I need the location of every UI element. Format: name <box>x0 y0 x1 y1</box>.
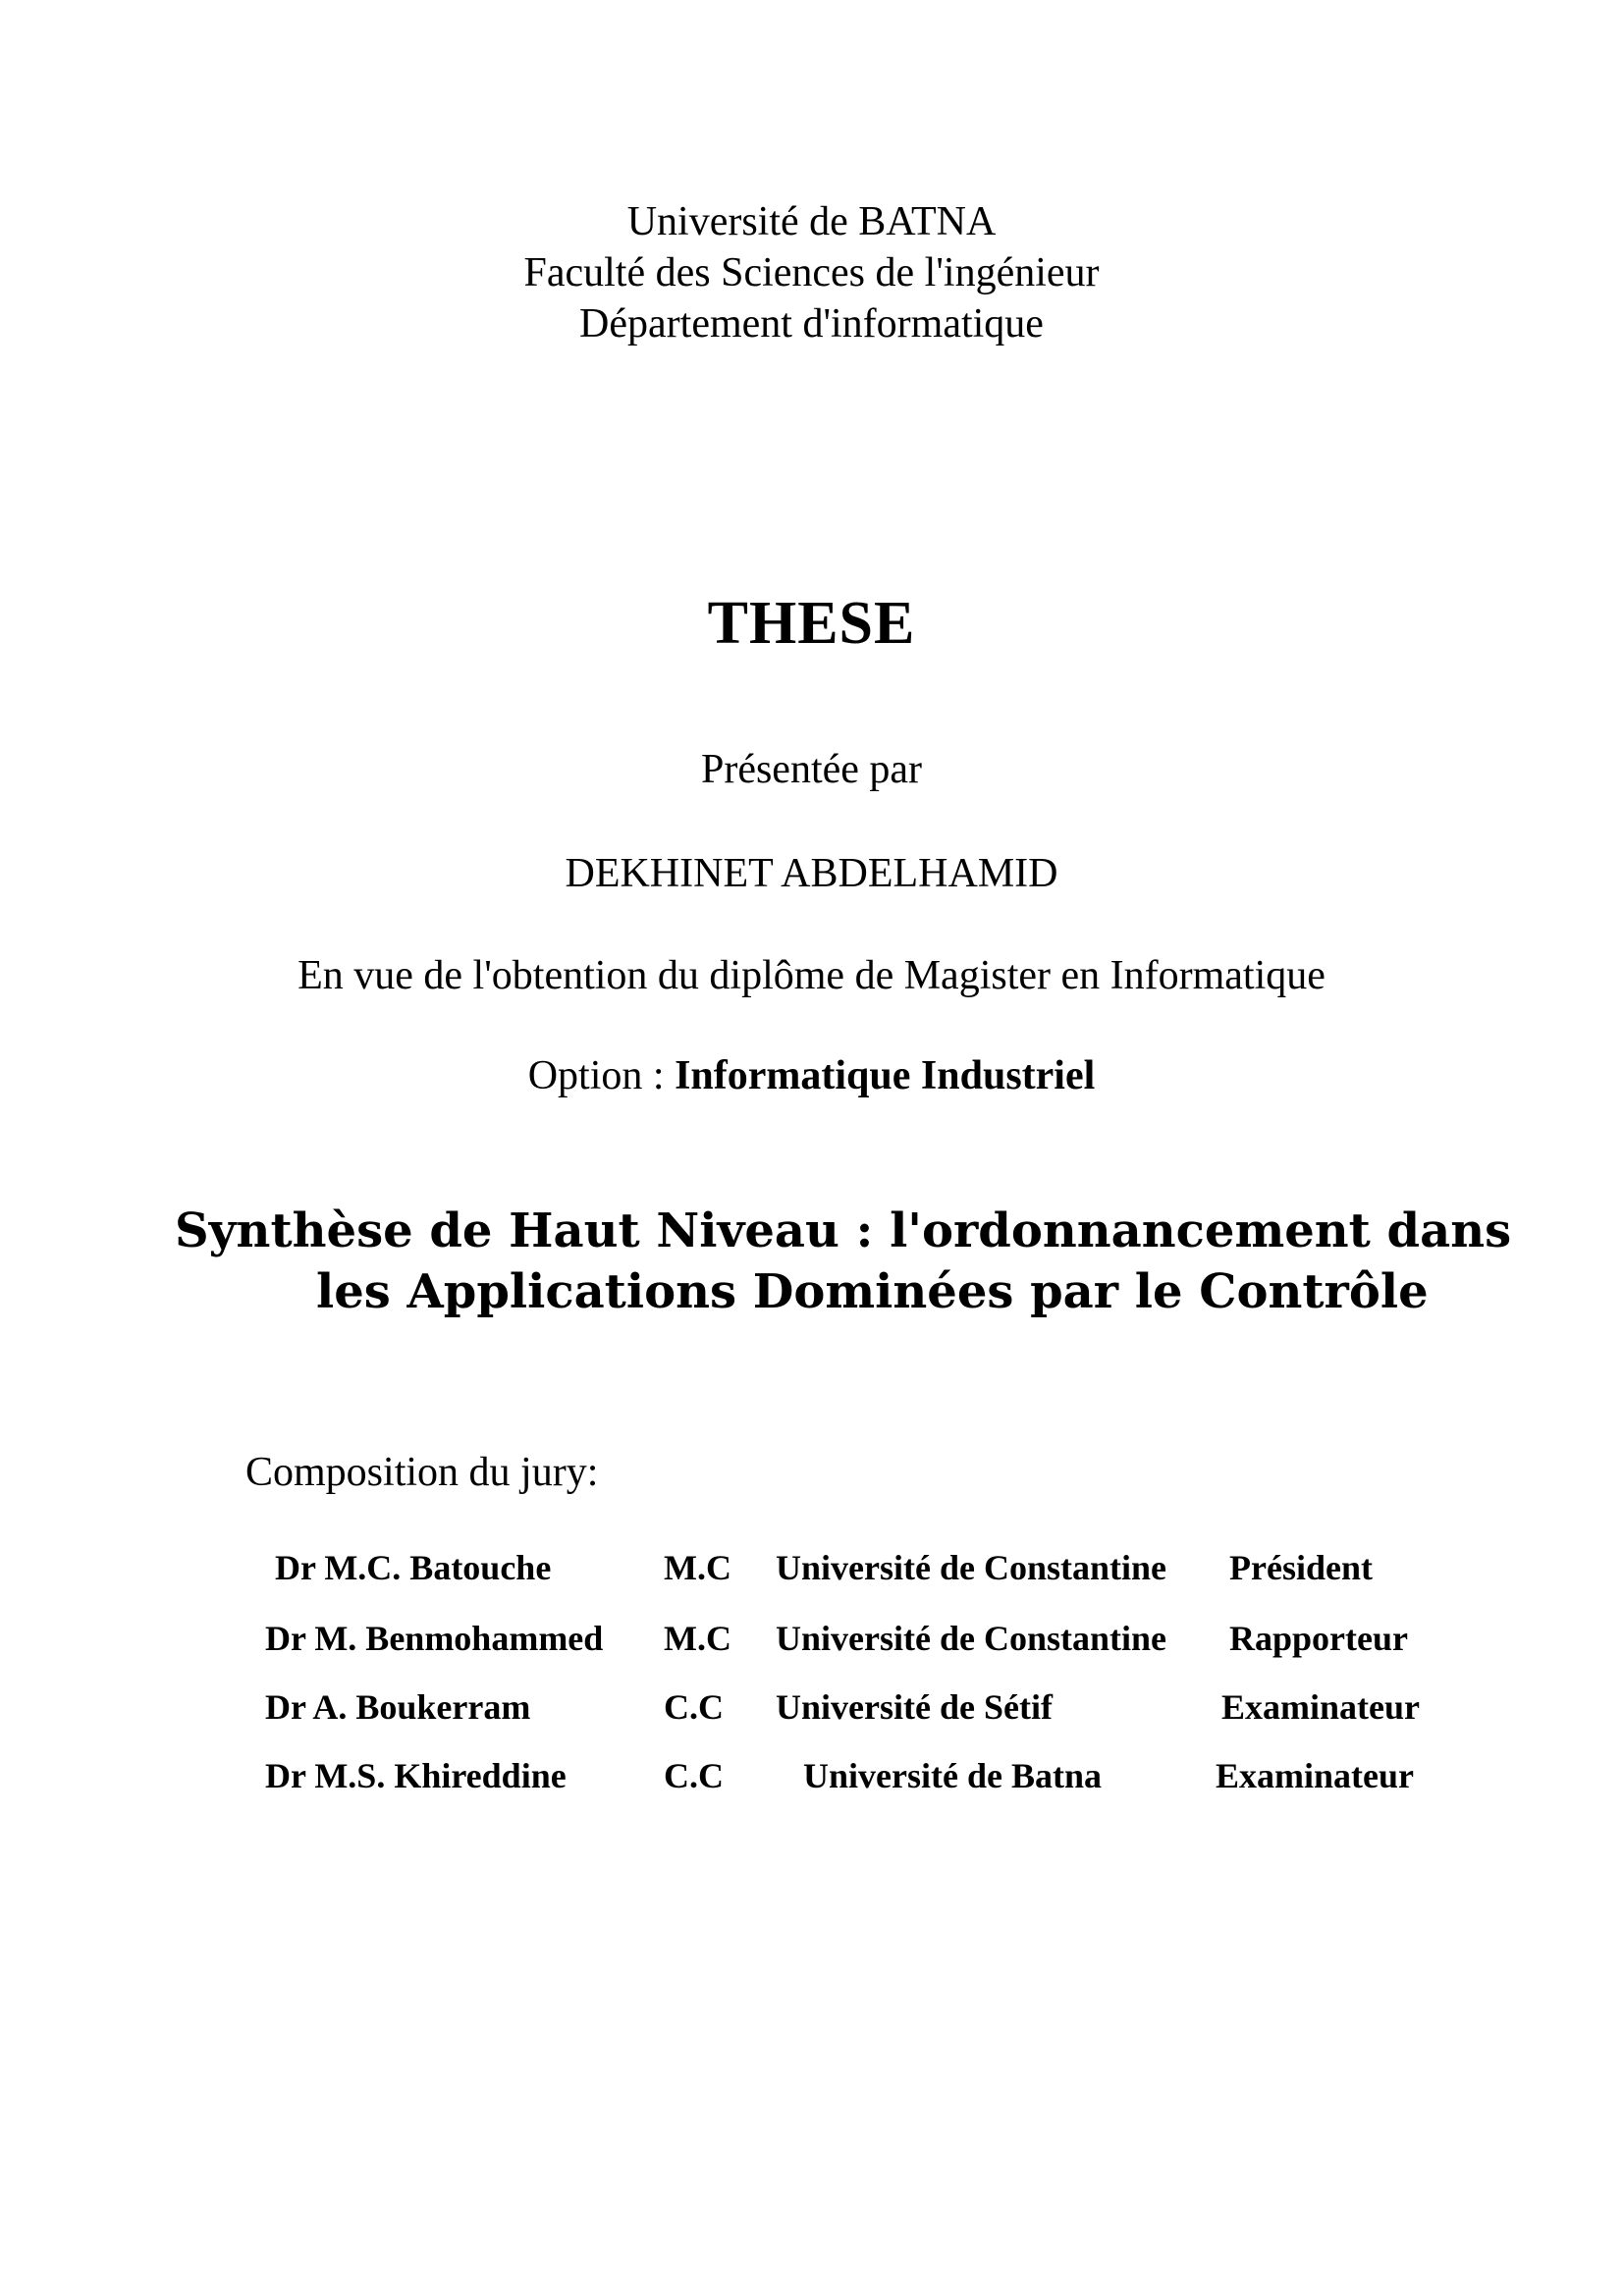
jury-member-grade: C.C <box>664 1687 724 1727</box>
thesis-label: THESE <box>707 590 916 657</box>
jury-member-institution: Université de Constantine <box>776 1619 1166 1658</box>
presented-by-label: Présentée par <box>700 747 923 792</box>
thesis-title-line-1: Synthèse de Haut Niveau : l'ordonnancement dans <box>175 1203 1512 1258</box>
jury-member-grade: M.C <box>664 1619 731 1658</box>
jury-member-name: Dr M. Benmohammed <box>265 1619 604 1658</box>
jury-member-role: Examinateur <box>1221 1687 1420 1727</box>
author-name: DEKHINET ABDELHAMID <box>565 851 1058 896</box>
jury-member-name: Dr M.C. Batouche <box>275 1548 552 1587</box>
faculty-name: Faculté des Sciences de l'ingénieur <box>523 250 1100 295</box>
jury-member-institution: Université de Sétif <box>776 1687 1053 1727</box>
option-value: Informatique Industriel <box>675 1053 1096 1098</box>
jury-member-role: Président <box>1229 1548 1373 1587</box>
jury-member-role: Examinateur <box>1216 1756 1414 1795</box>
jury-member-name: Dr M.S. Khireddine <box>265 1756 567 1795</box>
thesis-title-line-2: les Applications Dominées par le Contrôle <box>316 1264 1429 1319</box>
jury-member-grade: M.C <box>664 1548 731 1587</box>
option-line <box>0 1052 1623 1099</box>
jury-heading: Composition du jury: <box>245 1450 599 1495</box>
jury-member-name: Dr A. Boukerram <box>265 1687 531 1727</box>
jury-member-grade: C.C <box>664 1756 724 1795</box>
jury-member-role: Rapporteur <box>1229 1619 1408 1658</box>
jury-member-institution: Université de Constantine <box>776 1548 1166 1587</box>
department-name: Département d'informatique <box>579 301 1044 347</box>
university-name: Université de BATNA <box>626 199 997 244</box>
option-label: Option : <box>527 1053 676 1098</box>
degree-statement: En vue de l'obtention du diplôme de Magister en Informatique <box>298 953 1325 998</box>
jury-member-institution: Université de Batna <box>803 1756 1102 1795</box>
